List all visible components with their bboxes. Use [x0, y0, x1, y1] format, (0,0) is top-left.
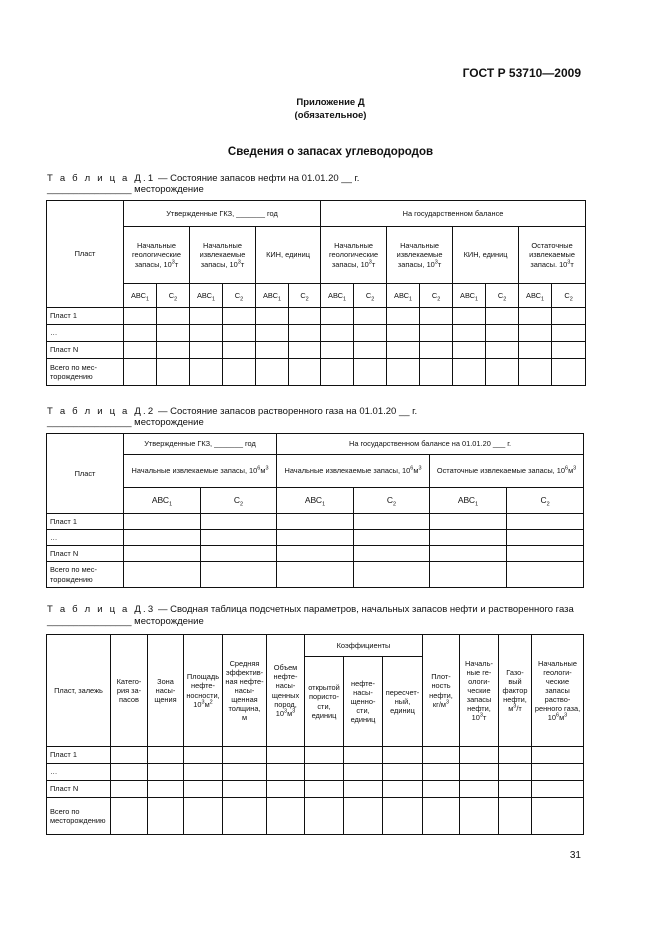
table3-caption-label: Т а б л и ц а Д.3 — [47, 604, 156, 615]
table-row — [47, 325, 586, 342]
table-row — [47, 781, 584, 798]
t2-header-balance: На государственном балансе на 01.01.20 ___ г. — [277, 434, 584, 455]
section-title: Сведения о запасах углеводородов — [227, 146, 434, 158]
table3-caption — [47, 604, 574, 615]
t3-h-plast: Пласт, залежь — [47, 635, 111, 747]
table-row — [47, 308, 586, 325]
t3-h-area: Площадь нефтеносности, $10^3м^2$ — [184, 635, 223, 747]
table-row — [47, 342, 586, 359]
table-row — [47, 546, 584, 562]
table3 — [46, 634, 584, 835]
t1-h-kin-2: КИН, единиц — [453, 227, 519, 284]
t1-header-plast: Пласт — [47, 201, 124, 308]
t3-h-zone: Зона насыщения — [148, 635, 184, 747]
t1-subheader-row — [47, 284, 586, 308]
t1-h-initial-rec-2: Начальные извлекаемые запасы, $10^3т$ — [387, 227, 453, 284]
t3-h-conversion: пересчетный, единиц — [383, 657, 423, 747]
t3-h-porosity: открытой пористости, единиц — [305, 657, 344, 747]
t1-c2: $С_2$ — [486, 284, 519, 308]
table2 — [46, 433, 584, 588]
row-label: … — [47, 764, 111, 781]
t2-subheader-row — [47, 488, 584, 514]
table2-caption — [47, 406, 417, 417]
t1-c2: $С_2$ — [289, 284, 321, 308]
table3-caption-text: — Сводная таблица подсчетных параметров, начальных запасов нефти и растворенного газа — [155, 604, 574, 615]
t1-abc: $АВС_1$ — [256, 284, 289, 308]
t1-header-gkz: Утвержденные ГКЗ, _______ год — [124, 201, 321, 227]
t1-abc: $АВС_1$ — [453, 284, 486, 308]
t1-abc: $АВС_1$ — [190, 284, 223, 308]
table-row — [47, 359, 586, 386]
appendix-title: Приложение Д — [296, 97, 365, 108]
t3-h-gas-factor: Газовый фактор нефти, $м^3/т$ — [499, 635, 532, 747]
row-label: Пласт N — [47, 342, 124, 359]
row-label: … — [47, 325, 124, 342]
t1-h-initial-geo: Начальные геологические запасы, $10^3т$ — [124, 227, 190, 284]
row-label: Всего по месторождению — [47, 562, 124, 588]
t3-h-coef: Коэффициенты — [305, 635, 423, 657]
row-label: Пласт 1 — [47, 747, 111, 764]
t1-h-initial-rec: Начальные извлекаемые запасы, $10^3т$ — [190, 227, 256, 284]
table-row — [47, 514, 584, 530]
t3-h-density: Плотность нефти, $кг/м^3$ — [423, 635, 460, 747]
t3-h-gas-reserves: Начальные геологические запасы растворенного газа, $10^6м^3$ — [532, 635, 584, 747]
standard-header: ГОСТ Р 53710—2009 — [462, 66, 581, 80]
t1-abc: $АВС_1$ — [124, 284, 157, 308]
row-label: Пласт N — [47, 781, 111, 798]
table1 — [46, 200, 586, 386]
t3-h-volume: Объем нефтенасыщенных пород, $10^3м^3$ — [267, 635, 305, 747]
table-row — [47, 562, 584, 588]
t1-c2: $С_2$ — [420, 284, 453, 308]
table3-caption-line2: ________________ месторождение — [47, 616, 204, 627]
t1-c2: $С_2$ — [354, 284, 387, 308]
t3-h-thickness: Средняя эффективная нефтенасыщенная толщина, м — [223, 635, 267, 747]
t2-h-initial-rec: Начальные извлекаемые запасы, $10^6м^3$ — [124, 455, 277, 488]
table2-caption-text: — Состояние запасов растворенного газа на 01.01.20 __ г. — [155, 406, 418, 417]
t1-c2: $С_2$ — [157, 284, 190, 308]
row-label: Пласт N — [47, 546, 124, 562]
t1-abc: $АВС_1$ — [519, 284, 552, 308]
t3-h-oil-reserves: Начальные геологические запасы нефти, $10^3т$ — [460, 635, 499, 747]
t1-c2: $С_2$ — [223, 284, 256, 308]
table-row — [47, 530, 584, 546]
table-row — [47, 747, 584, 764]
t2-abc: $АВС_1$ — [124, 488, 201, 514]
row-label: … — [47, 530, 124, 546]
t1-h-initial-geo-2: Начальные геологические запасы, $10^3т$ — [321, 227, 387, 284]
row-label: Всего по месторождению — [47, 798, 111, 835]
t2-c2: $С_2$ — [507, 488, 584, 514]
table1-caption — [47, 173, 359, 184]
table1-caption-line2: ________________ месторождение — [47, 184, 204, 195]
table-row — [47, 764, 584, 781]
t3-h-saturation: нефтенасыщенности, единиц — [344, 657, 383, 747]
t2-c2: $С_2$ — [354, 488, 430, 514]
appendix-note: (обязательное) — [294, 110, 367, 121]
t2-h-initial-rec-2: Начальные извлекаемые запасы, $10^6м^3$ — [277, 455, 430, 488]
t3-h-category: Категория запасов — [111, 635, 148, 747]
t2-h-residual: Остаточные извлекаемые запасы, $10^6м^3$ — [430, 455, 584, 488]
t1-abc: $АВС_1$ — [321, 284, 354, 308]
t2-header-plast: Пласт — [47, 434, 124, 514]
t1-header-balance: На государственном балансе — [321, 201, 586, 227]
table1-caption-text: — Состояние запасов нефти на 01.01.20 __ г. — [155, 173, 360, 184]
table2-caption-label: Т а б л и ц а Д.2 — [47, 406, 156, 417]
t1-c2: $С_2$ — [552, 284, 586, 308]
row-label: Пласт 1 — [47, 308, 124, 325]
t1-h-residual: Остаточные извлекаемые запасы. $10^3т$ — [519, 227, 586, 284]
t1-abc: $АВС_1$ — [387, 284, 420, 308]
t2-c2: $С_2$ — [201, 488, 277, 514]
table2-caption-line2: ________________ месторождение — [47, 417, 204, 428]
table-row — [47, 798, 584, 835]
t2-header-gkz: Утвержденные ГКЗ, _______ год — [124, 434, 277, 455]
t1-h-kin: КИН, единиц — [256, 227, 321, 284]
t2-abc: $АВС_1$ — [277, 488, 354, 514]
page-number: 31 — [569, 850, 581, 861]
table1-caption-label: Т а б л и ц а Д.1 — [47, 173, 156, 184]
row-label: Всего по месторождению — [47, 359, 124, 386]
row-label: Пласт 1 — [47, 514, 124, 530]
t2-abc: $АВС_1$ — [430, 488, 507, 514]
